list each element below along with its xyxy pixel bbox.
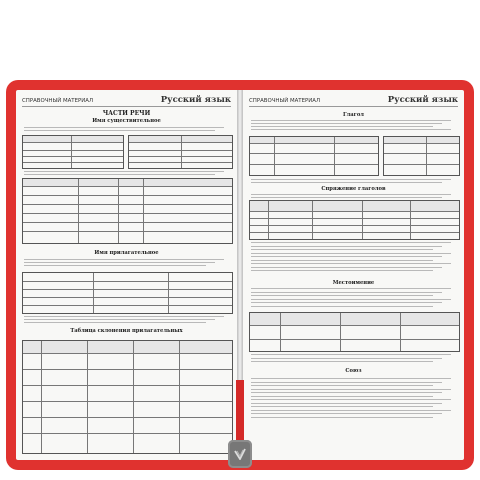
heading-pronoun: Местоимение [332,280,375,286]
brand-check-tag-icon [234,448,246,460]
small-print-line [251,270,433,271]
small-print-line [24,174,215,175]
small-print-line [251,292,442,293]
small-print-line [251,295,433,296]
small-print-line [251,249,433,250]
bookmark-ribbon[interactable] [236,380,244,446]
small-print-line [251,354,451,355]
small-print-line [251,417,433,418]
small-print-line [251,399,451,400]
small-print-line [251,361,433,362]
small-print-line [24,265,206,266]
small-print-line [251,406,433,407]
small-print-line [251,306,433,307]
small-print-line [251,194,451,195]
heading-conjunction: Союз [345,368,362,374]
small-print-line [251,256,442,257]
small-print-line [251,358,442,359]
heading-adjective-table: Таблица склонения прилагательных [70,328,183,334]
small-print-line [251,299,451,300]
heading-noun: Имя существительное [92,118,161,124]
left-header-label: СПРАВОЧНЫЙ МАТЕРИАЛ [22,98,94,104]
right-page [243,90,464,460]
small-print-line [251,396,433,397]
small-print-line [251,302,442,303]
small-print-line [251,126,433,127]
small-print-line [251,263,451,264]
adjective-type-table [22,272,233,314]
small-print-line [251,288,451,289]
small-print-line [24,262,215,263]
small-print-line [251,385,433,386]
small-print-line [251,392,442,393]
small-print-line [251,382,442,383]
small-print-line [24,171,224,172]
small-print-line [24,130,215,131]
adjective-declension-table [22,340,233,454]
small-print-line [251,179,451,180]
right-header-title: Русский язык [387,95,458,105]
small-print-line [251,123,442,124]
verb-tense-table [249,136,379,176]
small-print-line [251,267,442,268]
small-print-line [251,129,451,130]
small-print-line [251,389,451,390]
left-header-title: Русский язык [160,95,231,105]
heading-conjugation: Спряжение глаголов [321,186,386,192]
bookmark-tag[interactable] [228,440,252,468]
small-print-line [251,413,442,414]
heading-adjective: Имя прилагательное [94,250,159,256]
heading-parts-of-speech: ЧАСТИ РЕЧИ [102,110,151,117]
left-page [16,90,237,460]
left-page-header [22,94,231,107]
small-print-line [251,246,442,247]
small-print-line [251,260,433,261]
small-print-line [251,182,442,183]
small-print-line [251,197,442,198]
small-print-line [24,127,224,128]
small-print-line [24,259,224,260]
noun-gender-table [22,135,124,169]
small-print-line [24,316,224,317]
right-page-header [249,94,458,107]
small-print-line [251,378,451,379]
right-header-label: СПРАВОЧНЫЙ МАТЕРИАЛ [249,98,321,104]
small-print-line [24,322,206,323]
noun-number-table [128,135,233,169]
conjugation-table [249,200,460,240]
small-print-line [251,253,451,254]
noun-case-table [22,178,233,244]
verb-mood-table [383,136,460,176]
small-print-line [251,242,451,243]
heading-verb: Глагол [343,112,364,118]
pronoun-table [249,312,460,352]
small-print-line [251,120,451,121]
small-print-line [251,410,451,411]
small-print-line [251,403,442,404]
small-print-line [24,319,215,320]
